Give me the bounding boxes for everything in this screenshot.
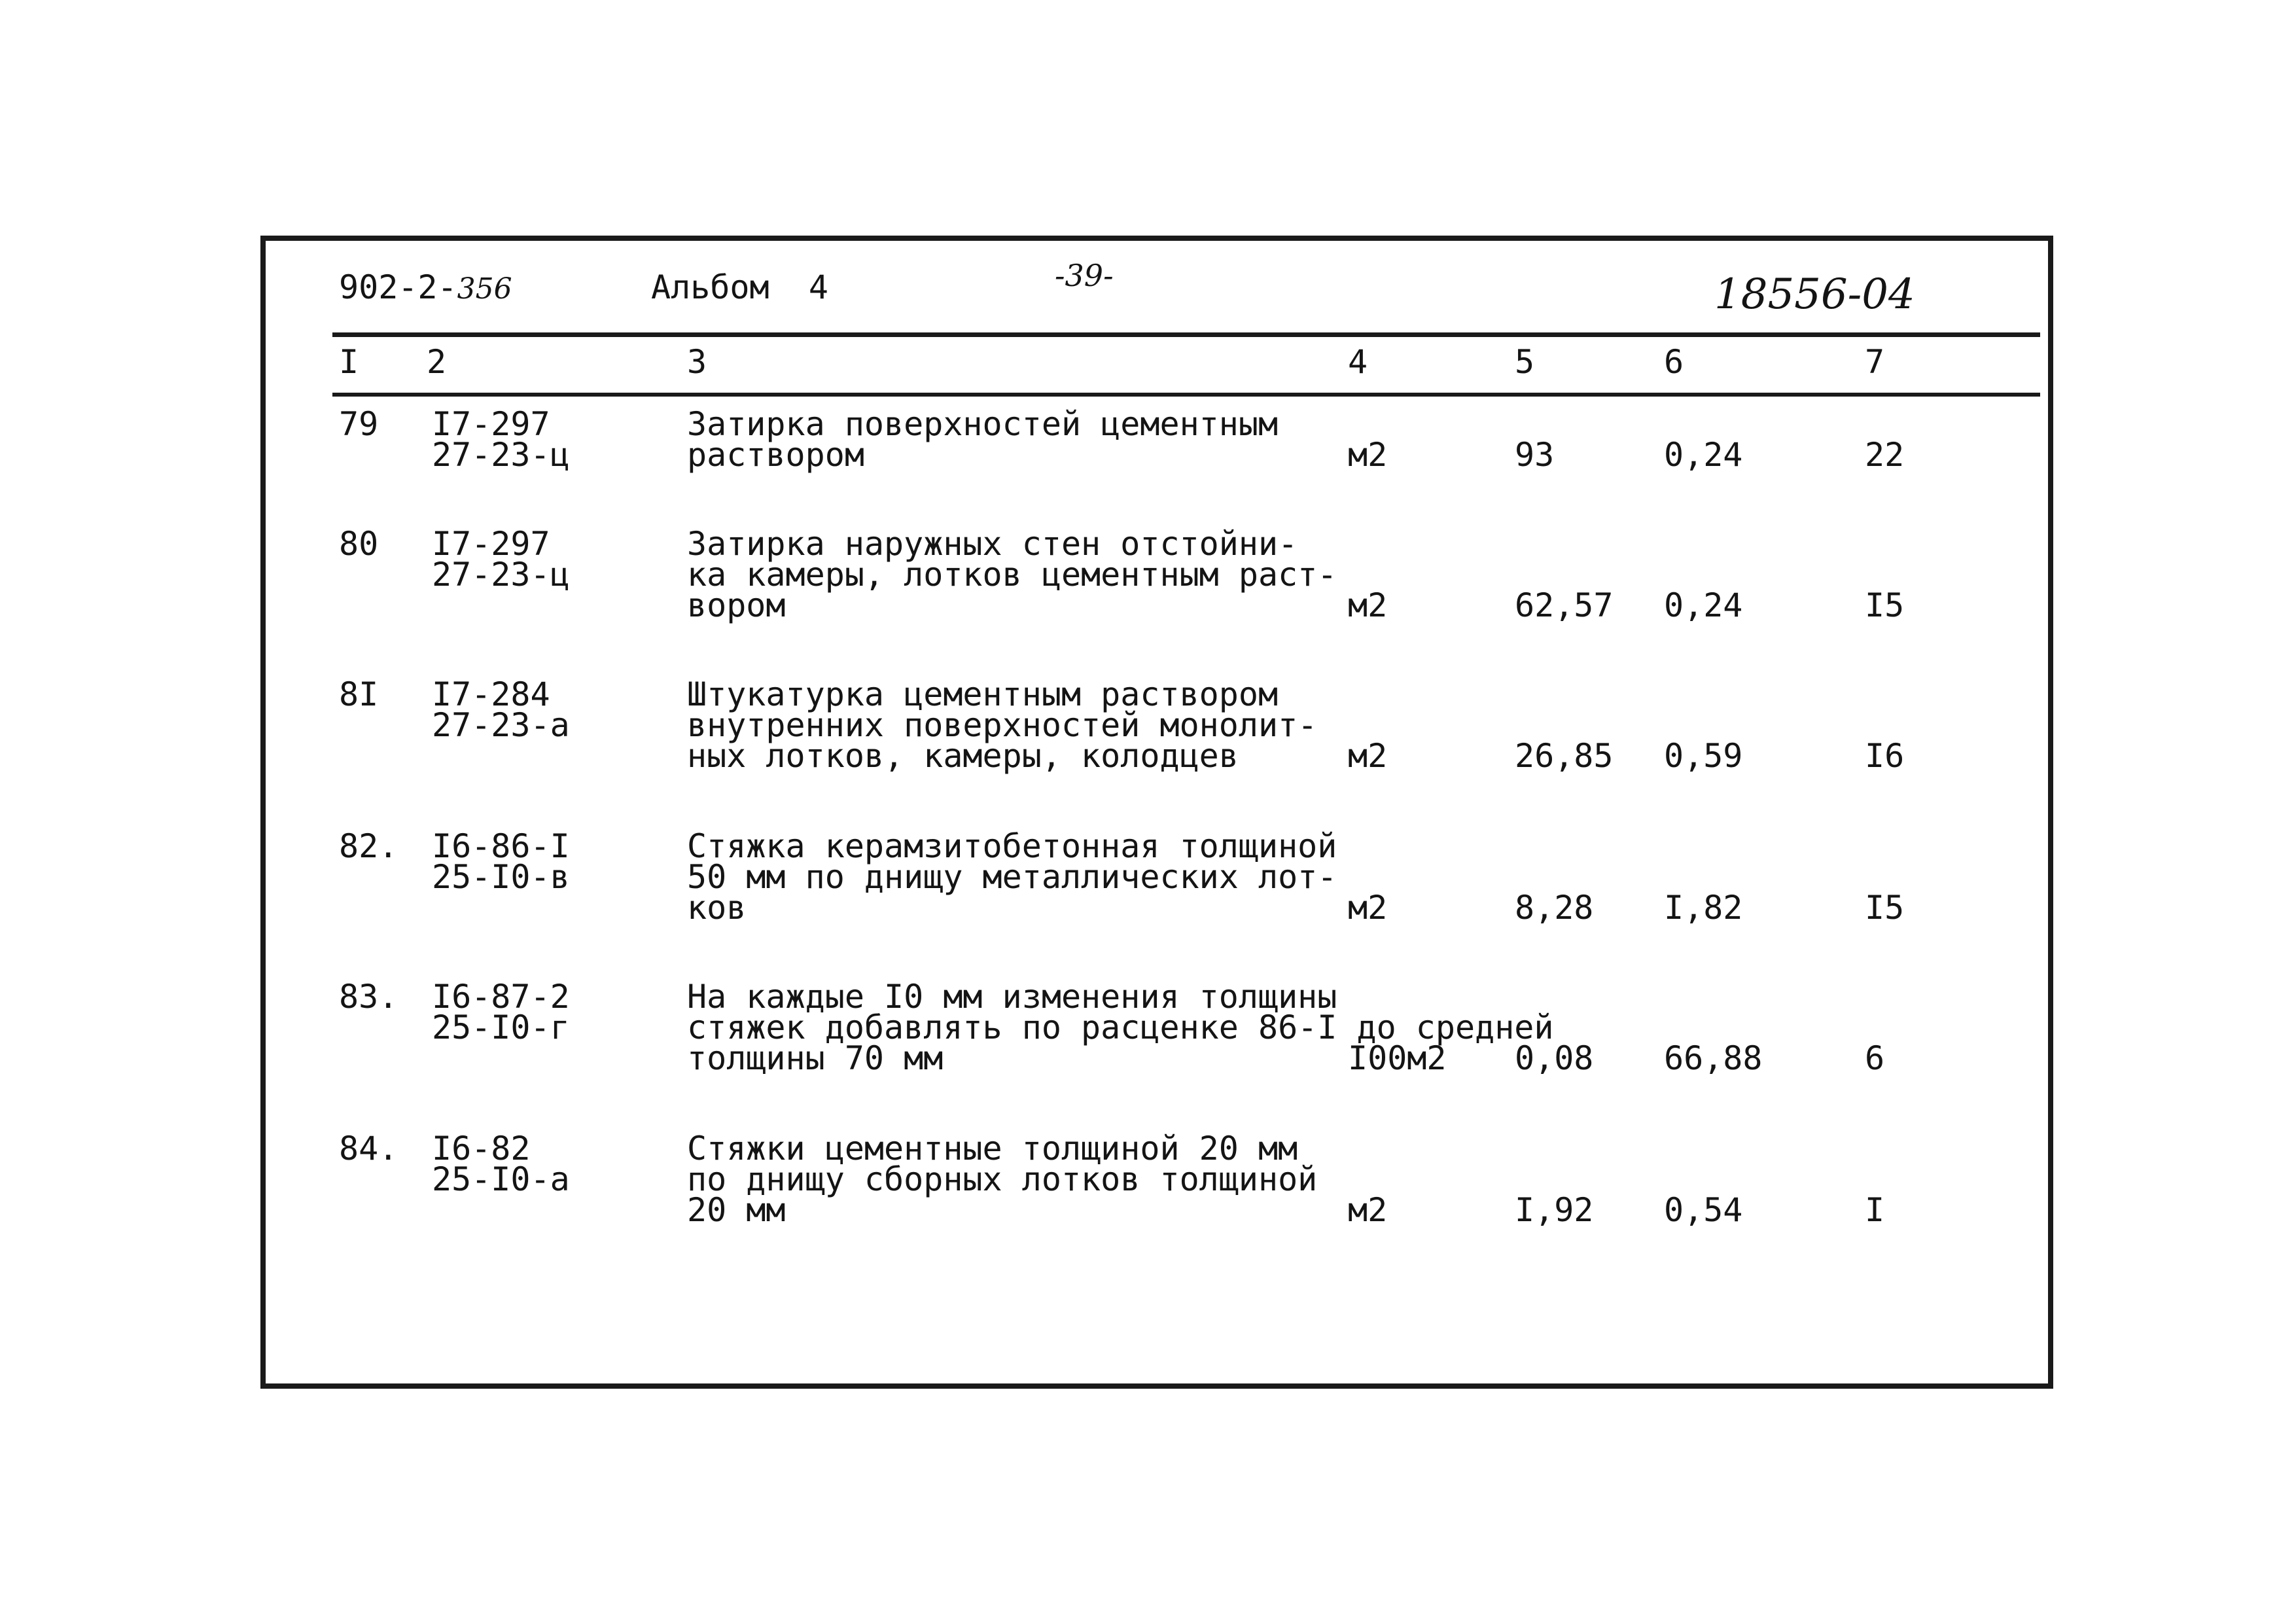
labor-norm: 66,88 xyxy=(1664,1039,1763,1077)
row-number: 79 xyxy=(339,405,379,443)
column-header-2: 2 xyxy=(427,343,447,381)
column-header-7: 7 xyxy=(1865,343,1885,381)
rate-code: I7-297 xyxy=(432,405,550,443)
quantity: 8,28 xyxy=(1515,889,1594,927)
column-header-3: 3 xyxy=(687,343,707,381)
unit: I00м2 xyxy=(1348,1039,1447,1077)
rate-code: I7-297 xyxy=(432,525,550,563)
labor-total: 22 xyxy=(1865,436,1905,474)
row-number: 84. xyxy=(339,1130,398,1168)
work-description: Штукатурка цементным раствором внутренних поверхностей монолит- ных лотков, камеры, колодцев xyxy=(687,675,1318,775)
work-description: Стяжка керамзитобетонная толщиной 50 мм по днищу металлических лот- ков xyxy=(687,827,1337,927)
row-number: 83. xyxy=(339,978,398,1016)
norm-code: 25-I0-в xyxy=(432,858,570,896)
labor-norm: 0,24 xyxy=(1664,586,1743,624)
norm-code: 25-I0-г xyxy=(432,1008,570,1046)
labor-total: I5 xyxy=(1865,586,1905,624)
doc-code-handwritten: 356 xyxy=(457,272,512,306)
unit: м2 xyxy=(1348,436,1388,474)
quantity: I,92 xyxy=(1515,1191,1594,1229)
unit: м2 xyxy=(1348,1191,1388,1229)
column-header-6: 6 xyxy=(1664,343,1684,381)
quantity: 93 xyxy=(1515,436,1555,474)
work-description: Стяжки цементные толщиной 20 мм по днищу сборных лотков толщиной 20 мм xyxy=(687,1130,1318,1229)
labor-norm: 0,59 xyxy=(1664,737,1743,775)
column-header-1: I xyxy=(339,343,359,381)
header-rule-top xyxy=(332,332,2040,337)
unit: м2 xyxy=(1348,737,1388,775)
rate-code: I6-87-2 xyxy=(432,978,570,1016)
labor-norm: 0,24 xyxy=(1664,436,1743,474)
column-header-4: 4 xyxy=(1348,343,1368,381)
labor-total: I5 xyxy=(1865,889,1905,927)
labor-norm: 0,54 xyxy=(1664,1191,1743,1229)
header-rule-bottom xyxy=(332,393,2040,397)
doc-code xyxy=(339,268,512,306)
album-label: Альбом 4 xyxy=(651,268,828,306)
work-description: На каждые I0 мм изменения толщины стяжек добавлять по расценке 86-I до средней толщины 70 мм xyxy=(687,978,1554,1077)
archive-number: 18556-04 xyxy=(1714,270,1915,319)
doc-code-prefix: 902-2- xyxy=(339,268,457,306)
labor-total: I6 xyxy=(1865,737,1905,775)
labor-total: 6 xyxy=(1865,1039,1885,1077)
column-header-5: 5 xyxy=(1515,343,1535,381)
unit: м2 xyxy=(1348,889,1388,927)
row-number: 82. xyxy=(339,827,398,865)
row-number: 8I xyxy=(339,675,379,713)
labor-total: I xyxy=(1865,1191,1885,1229)
norm-code: 27-23-а xyxy=(432,706,570,744)
quantity: 62,57 xyxy=(1515,586,1614,624)
rate-code: I6-86-I xyxy=(432,827,570,865)
norm-code: 27-23-ц xyxy=(432,556,570,594)
norm-code: 25-I0-а xyxy=(432,1160,570,1198)
quantity: 26,85 xyxy=(1515,737,1614,775)
rate-code: I6-82 xyxy=(432,1130,531,1168)
quantity: 0,08 xyxy=(1515,1039,1594,1077)
work-description: Затирка наружных стен отстойни- ка камеры, лотков цементным раст- вором xyxy=(687,525,1337,624)
unit: м2 xyxy=(1348,586,1388,624)
page-number: -39- xyxy=(1055,258,1114,293)
norm-code: 27-23-ц xyxy=(432,436,570,474)
work-description: Затирка поверхностей цементным раствором xyxy=(687,405,1279,474)
rate-code: I7-284 xyxy=(432,675,550,713)
labor-norm: I,82 xyxy=(1664,889,1743,927)
row-number: 80 xyxy=(339,525,379,563)
